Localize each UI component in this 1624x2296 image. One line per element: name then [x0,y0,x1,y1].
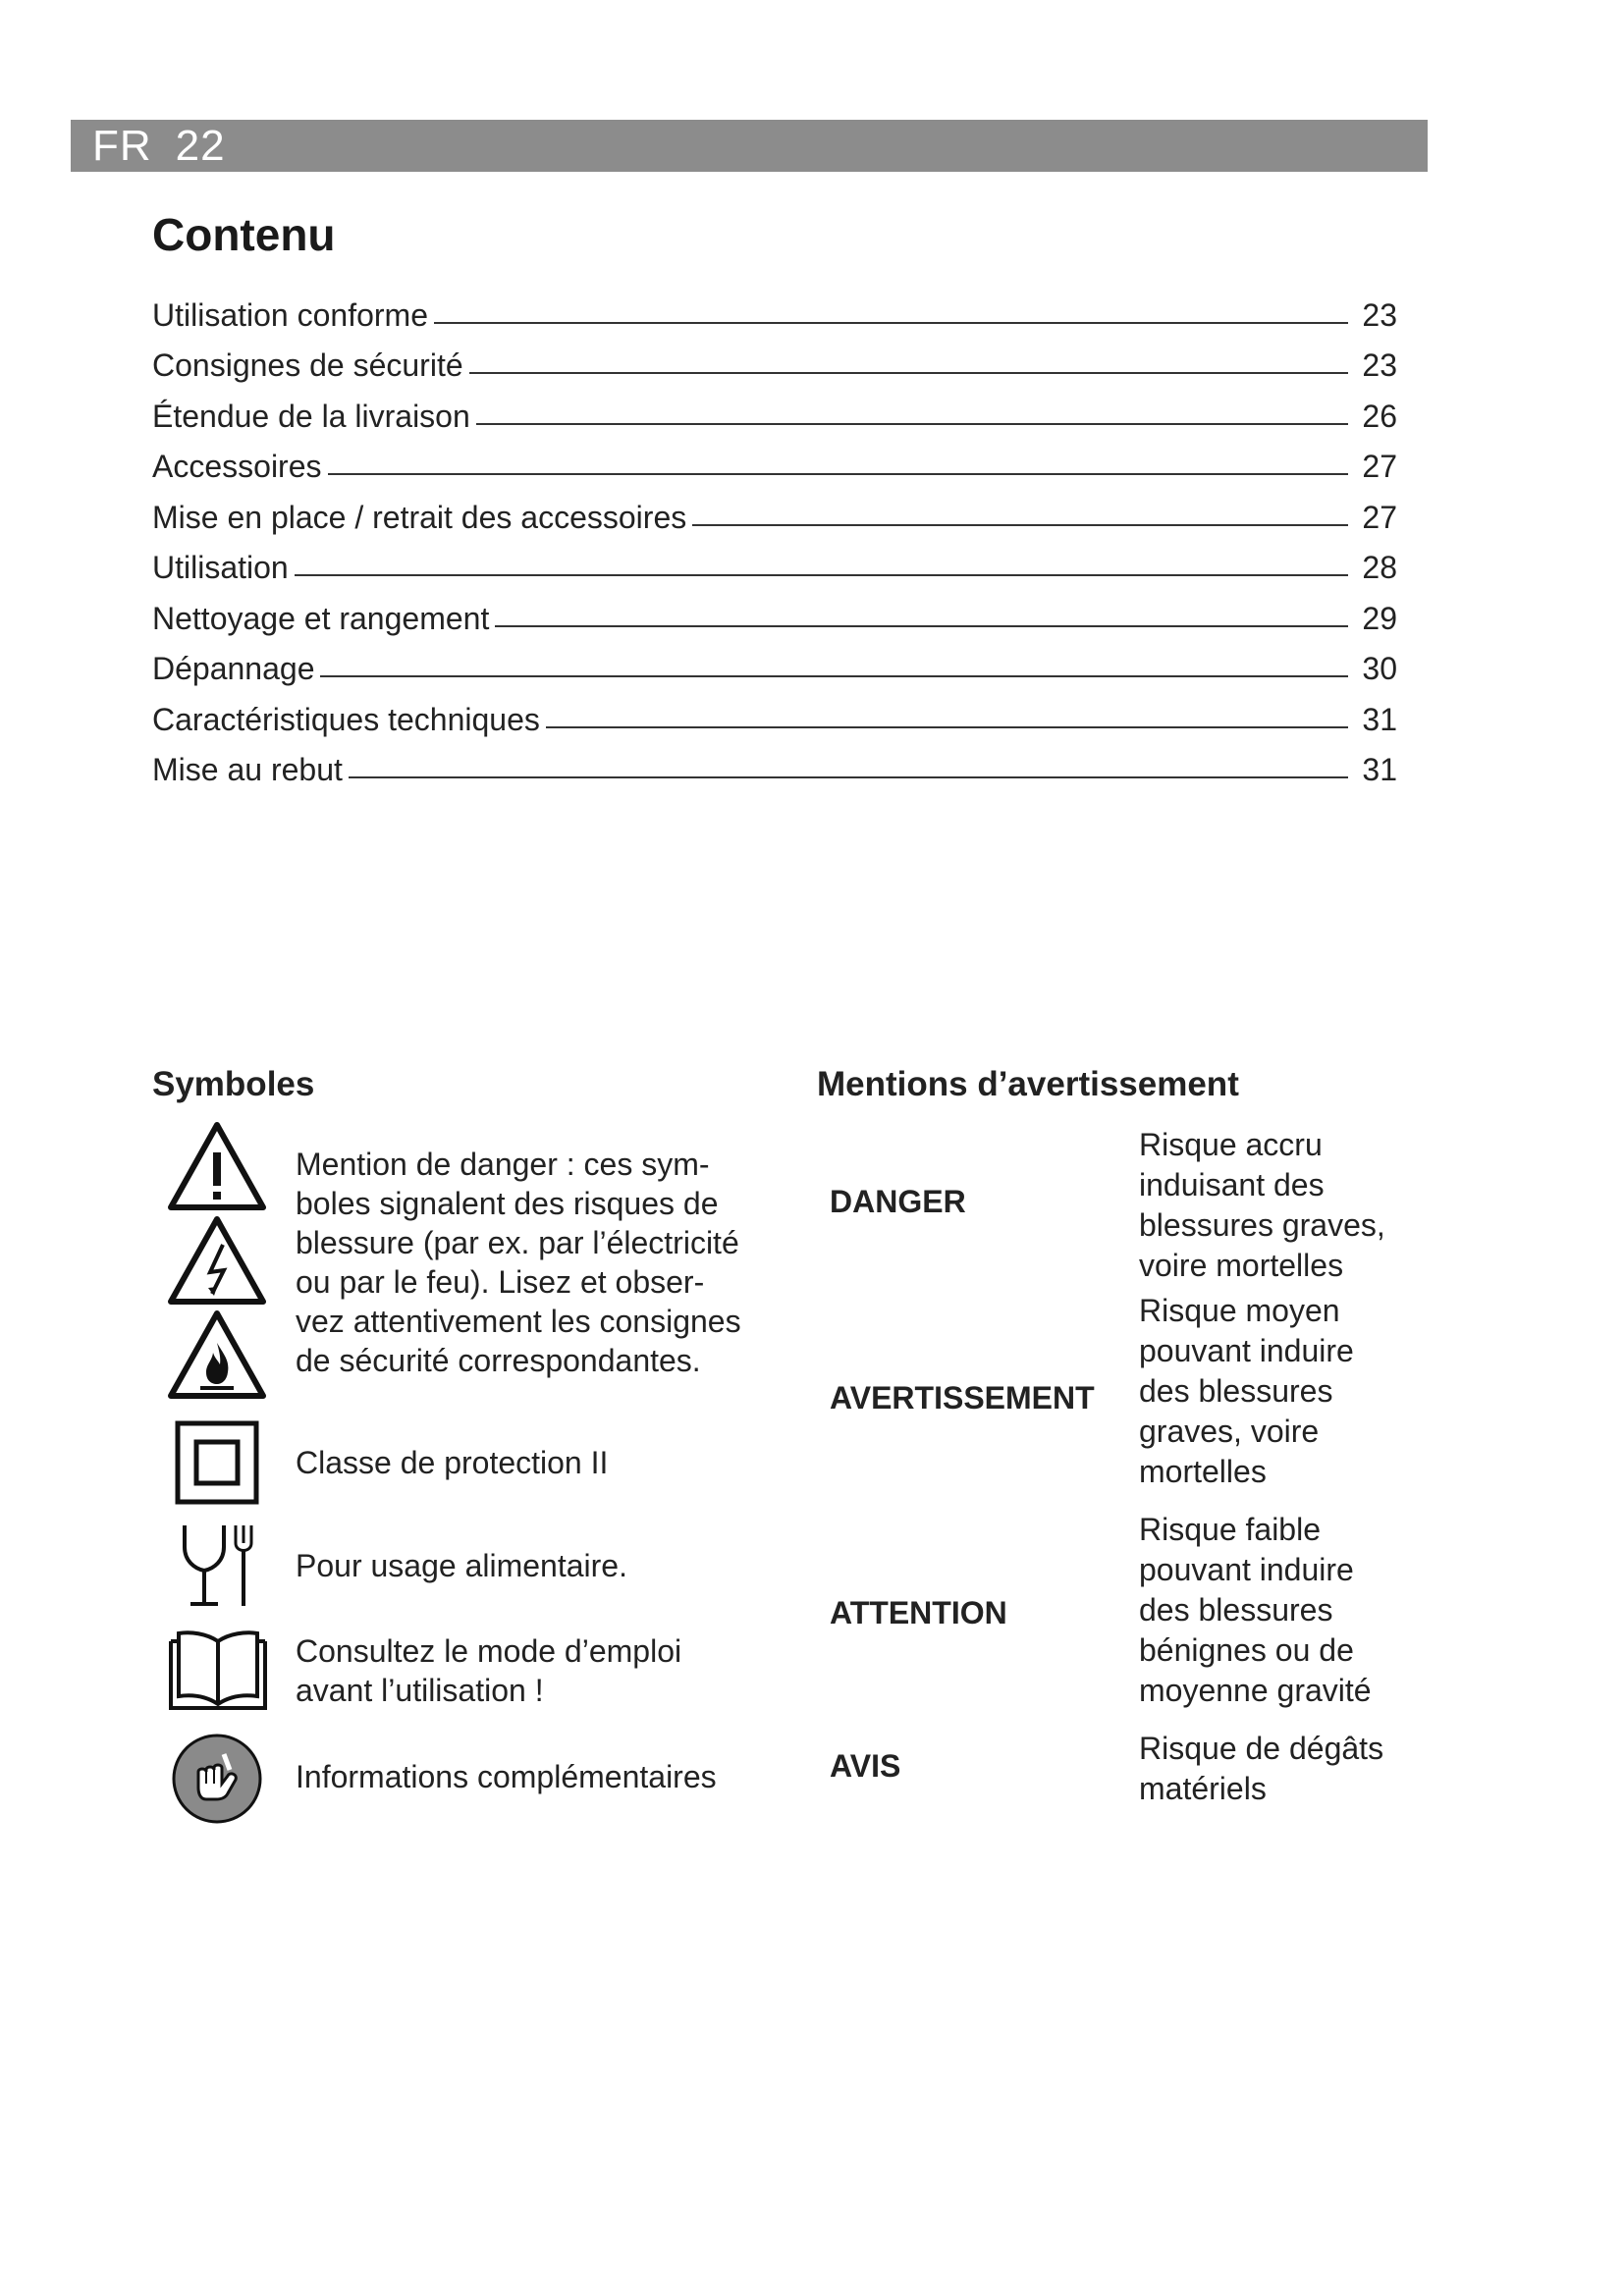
toc-entry-label: Caractéristiques techniques [152,701,540,737]
toc-entry-page: 28 [1362,550,1397,585]
page-number: 22 [175,122,226,170]
warning-term-avis: AVIS [830,1748,901,1784]
toc-entry-label: Utilisation [152,550,289,585]
toc-entry-page: 23 [1362,296,1397,333]
toc-entry-label: Accessoires [152,449,322,484]
toc-leader [495,625,1348,627]
toc-leader [434,322,1348,324]
toc-entry-page: 30 [1362,651,1397,686]
toc-leader [469,372,1348,374]
read-manual-text: Consultez le mode d’emploi avant l’utilisation ! [296,1633,682,1708]
toc-entry-label: Consignes de sécurité [152,347,463,383]
warning-desc-avertissement: Risque moyen pouvant induire des blessures graves, voire mortelles [1139,1293,1354,1489]
toc-entry-page: 31 [1362,752,1397,787]
warning-desc-attention: Risque faible pouvant induire des blessures bénignes ou de moyenne gravité [1139,1512,1372,1708]
toc-entry-label: Dépannage [152,651,315,686]
toc-leader [320,675,1348,677]
toc-entry-label: Utilisation conforme [152,296,428,333]
toc-entry[interactable] [152,485,1397,536]
toc-entry-page: 27 [1362,449,1397,484]
toc-entry-label: Nettoyage et rangement [152,600,490,636]
warning-term-avertissement: AVERTISSEMENT [830,1380,1095,1415]
toc-leader [692,524,1348,526]
toc-entry[interactable] [152,536,1397,587]
toc-entry[interactable] [152,637,1397,688]
toc-leader [328,473,1349,475]
toc-leader [349,776,1348,778]
symbols-title: Symboles [152,1065,315,1103]
electric-hazard-icon [167,1215,267,1306]
warning-term-danger: DANGER [830,1184,966,1219]
language-code: FR [92,122,152,170]
table-of-contents [152,283,1397,788]
toc-entry-page: 31 [1362,701,1397,737]
info-hand-icon [171,1733,263,1825]
toc-leader [546,726,1348,728]
toc-entry-label: Étendue de la livraison [152,398,470,434]
page-header-bar [71,120,1428,172]
toc-entry[interactable] [152,586,1397,637]
toc-entry[interactable] [152,283,1397,334]
toc-entry-label: Mise en place / retrait des accessoires [152,499,687,535]
toc-entry[interactable] [152,435,1397,486]
fire-hazard-icon [167,1309,267,1400]
toc-entry-page: 26 [1362,398,1397,434]
protection-class-text: Classe de protection II [296,1445,609,1480]
toc-entry-page: 29 [1362,600,1397,636]
food-safe-icon [179,1522,259,1610]
read-manual-icon [167,1628,269,1712]
toc-leader [476,423,1348,425]
warning-term-attention: ATTENTION [830,1595,1007,1630]
food-safe-text: Pour usage alimentaire. [296,1548,627,1583]
danger-symbol-text: Mention de danger : ces sym- boles signalent des risques de blessure (par ex. par l’électricité ou par le feu). Lisez et obser- vez attentivement les consignes de sécurité correspondantes. [296,1147,741,1378]
toc-entry-label: Mise au rebut [152,752,343,787]
warning-exclamation-icon [167,1121,267,1211]
toc-entry-page: 27 [1362,499,1397,535]
toc-entry[interactable] [152,687,1397,738]
warning-desc-danger: Risque accru induisant des blessures graves, voire mortelles [1139,1127,1385,1283]
toc-title: Contenu [152,209,336,260]
warning-desc-avis: Risque de dégâts matériels [1139,1731,1384,1806]
protection-class-ii-icon [175,1420,259,1505]
additional-info-text: Informations complémentaires [296,1759,717,1794]
toc-entry-page: 23 [1362,347,1397,383]
toc-entry[interactable] [152,334,1397,385]
toc-leader [295,574,1348,576]
toc-entry[interactable] [152,384,1397,435]
warnings-title: Mentions d’avertissement [817,1065,1239,1103]
toc-entry[interactable] [152,738,1397,789]
